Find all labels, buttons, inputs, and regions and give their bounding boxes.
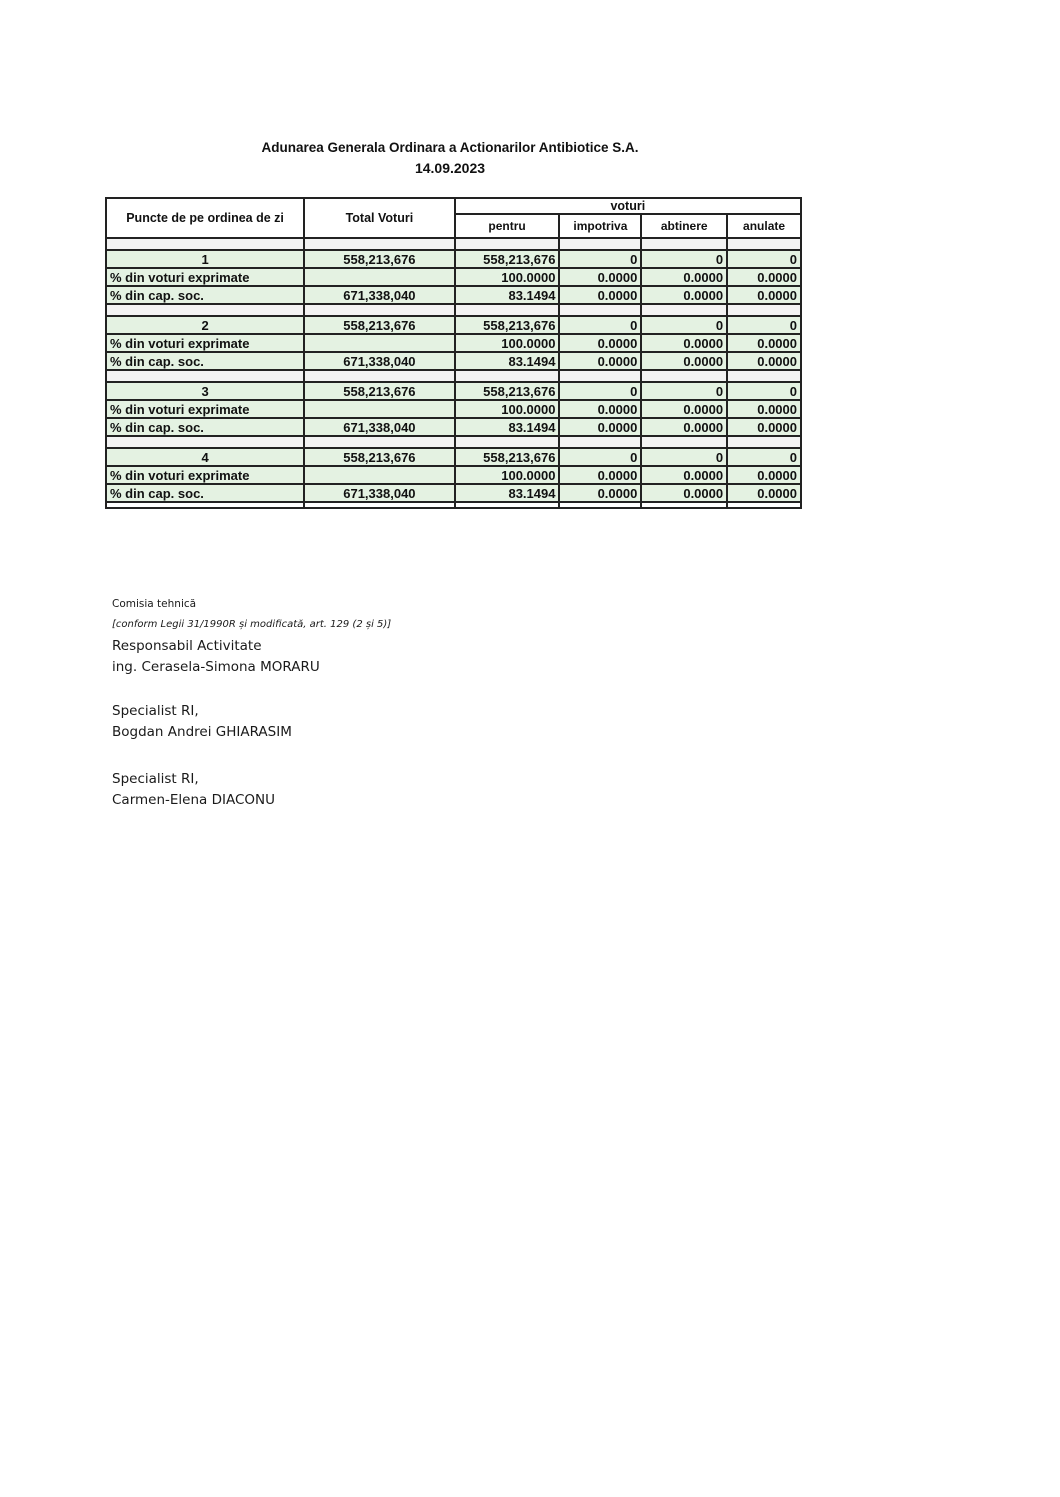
bottom-cell [727,502,801,508]
bottom-cell [304,502,455,508]
header-abtinere: abtinere [641,214,727,238]
percent-expressed-pentru: 100.0000 [455,466,560,484]
percent-expressed-total [304,334,455,352]
percent-expressed-anulate: 0.0000 [727,400,801,418]
bottom-cell [559,502,641,508]
total-votes: 558,213,676 [304,250,455,268]
spacer-cell [455,304,560,316]
spacer-cell [304,238,455,250]
header-impotriva: impotriva [559,214,641,238]
point-row [106,382,801,400]
percent-expressed-abtinere: 0.0000 [641,400,727,418]
percent-capital-abtinere: 0.0000 [641,286,727,304]
percent-capital-label: % din cap. soc. [106,418,304,436]
point-number: 2 [106,316,304,334]
percent-expressed-total [304,466,455,484]
total-votes: 558,213,676 [304,382,455,400]
votes-anulate: 0 [727,448,801,466]
capital-total: 671,338,040 [304,484,455,502]
percent-expressed-label: % din voturi exprimate [106,268,304,286]
signatory-role-1: Responsabil Activitate [112,638,262,654]
percent-expressed-total [304,268,455,286]
percent-capital-row [106,352,801,370]
table-header-row [106,198,801,214]
table-bottom-row [106,502,801,508]
votes-table [105,197,802,509]
votes-abtinere: 0 [641,250,727,268]
spacer-cell [559,436,641,448]
point-row [106,448,801,466]
spacer-cell [106,436,304,448]
votes-pentru: 558,213,676 [455,316,560,334]
percent-expressed-total [304,400,455,418]
votes-abtinere: 0 [641,316,727,334]
percent-capital-label: % din cap. soc. [106,484,304,502]
votes-pentru: 558,213,676 [455,448,560,466]
spacer-cell [106,304,304,316]
bottom-cell [641,502,727,508]
spacer-cell [455,238,560,250]
percent-expressed-anulate: 0.0000 [727,334,801,352]
percent-capital-impotriva: 0.0000 [559,484,641,502]
point-number: 4 [106,448,304,466]
capital-total: 671,338,040 [304,352,455,370]
total-votes: 558,213,676 [304,448,455,466]
votes-impotriva: 0 [559,250,641,268]
percent-expressed-abtinere: 0.0000 [641,268,727,286]
percent-expressed-row [106,466,801,484]
votes-impotriva: 0 [559,448,641,466]
spacer-cell [304,304,455,316]
percent-expressed-row [106,334,801,352]
spacer-cell [455,370,560,382]
percent-expressed-abtinere: 0.0000 [641,466,727,484]
votes-anulate: 0 [727,250,801,268]
votes-anulate: 0 [727,382,801,400]
percent-capital-abtinere: 0.0000 [641,484,727,502]
percent-capital-pentru: 83.1494 [455,286,560,304]
percent-expressed-pentru: 100.0000 [455,268,560,286]
commission-label: Comisia tehnică [112,598,197,610]
spacer-row [106,304,801,316]
capital-total: 671,338,040 [304,418,455,436]
header-pentru: pentru [455,214,560,238]
spacer-cell [455,436,560,448]
percent-capital-abtinere: 0.0000 [641,418,727,436]
spacer-cell [641,370,727,382]
percent-capital-abtinere: 0.0000 [641,352,727,370]
percent-expressed-anulate: 0.0000 [727,466,801,484]
bottom-cell [106,502,304,508]
spacer-cell [727,436,801,448]
spacer-cell [106,370,304,382]
spacer-cell [641,304,727,316]
signatory-name-3: Carmen-Elena DIACONU [112,792,276,808]
signatory-name-1: ing. Cerasela-Simona MORARU [112,659,320,675]
votes-abtinere: 0 [641,382,727,400]
votes-pentru: 558,213,676 [455,250,560,268]
percent-capital-row [106,418,801,436]
header-total: Total Voturi [304,198,455,238]
percent-capital-anulate: 0.0000 [727,484,801,502]
percent-expressed-impotriva: 0.0000 [559,334,641,352]
percent-capital-label: % din cap. soc. [106,286,304,304]
signatory-role-2: Specialist RI, [112,703,199,719]
spacer-cell [641,436,727,448]
votes-impotriva: 0 [559,382,641,400]
percent-capital-impotriva: 0.0000 [559,286,641,304]
percent-expressed-pentru: 100.0000 [455,400,560,418]
point-row [106,250,801,268]
spacer-cell [559,370,641,382]
spacer-cell [727,238,801,250]
percent-capital-impotriva: 0.0000 [559,352,641,370]
document-date: 14.09.2023 [414,160,486,176]
spacer-row [106,370,801,382]
spacer-cell [727,304,801,316]
point-row [106,316,801,334]
spacer-row [106,436,801,448]
bottom-cell [455,502,560,508]
spacer-cell [304,436,455,448]
spacer-cell [727,370,801,382]
percent-capital-anulate: 0.0000 [727,352,801,370]
percent-expressed-label: % din voturi exprimate [106,466,304,484]
percent-capital-row [106,484,801,502]
percent-expressed-label: % din voturi exprimate [106,334,304,352]
point-number: 3 [106,382,304,400]
header-voturi: voturi [455,198,801,214]
percent-capital-pentru: 83.1494 [455,418,560,436]
votes-pentru: 558,213,676 [455,382,560,400]
percent-expressed-abtinere: 0.0000 [641,334,727,352]
document-title: Adunarea Generala Ordinara a Actionarilor Antibiotice S.A. [261,140,639,155]
spacer-cell [641,238,727,250]
total-votes: 558,213,676 [304,316,455,334]
percent-capital-pentru: 83.1494 [455,352,560,370]
header-puncte: Puncte de pe ordinea de zi [106,198,304,238]
percent-capital-anulate: 0.0000 [727,286,801,304]
signatory-name-2: Bogdan Andrei GHIARASIM [112,724,292,740]
percent-capital-row [106,286,801,304]
percent-expressed-impotriva: 0.0000 [559,400,641,418]
percent-expressed-anulate: 0.0000 [727,268,801,286]
spacer-cell [559,238,641,250]
votes-impotriva: 0 [559,316,641,334]
header-anulate: anulate [727,214,801,238]
percent-expressed-impotriva: 0.0000 [559,268,641,286]
percent-expressed-pentru: 100.0000 [455,334,560,352]
percent-expressed-row [106,268,801,286]
percent-capital-impotriva: 0.0000 [559,418,641,436]
percent-capital-label: % din cap. soc. [106,352,304,370]
spacer-cell [304,370,455,382]
votes-anulate: 0 [727,316,801,334]
percent-capital-anulate: 0.0000 [727,418,801,436]
signatory-role-3: Specialist RI, [112,771,199,787]
capital-total: 671,338,040 [304,286,455,304]
spacer-cell [106,238,304,250]
spacer-row [106,238,801,250]
percent-expressed-label: % din voturi exprimate [106,400,304,418]
spacer-cell [559,304,641,316]
percent-expressed-row [106,400,801,418]
legal-reference: [conform Legii 31/1990R și modificată, art. 129 (2 și 5)] [112,619,392,630]
votes-abtinere: 0 [641,448,727,466]
point-number: 1 [106,250,304,268]
percent-expressed-impotriva: 0.0000 [559,466,641,484]
percent-capital-pentru: 83.1494 [455,484,560,502]
